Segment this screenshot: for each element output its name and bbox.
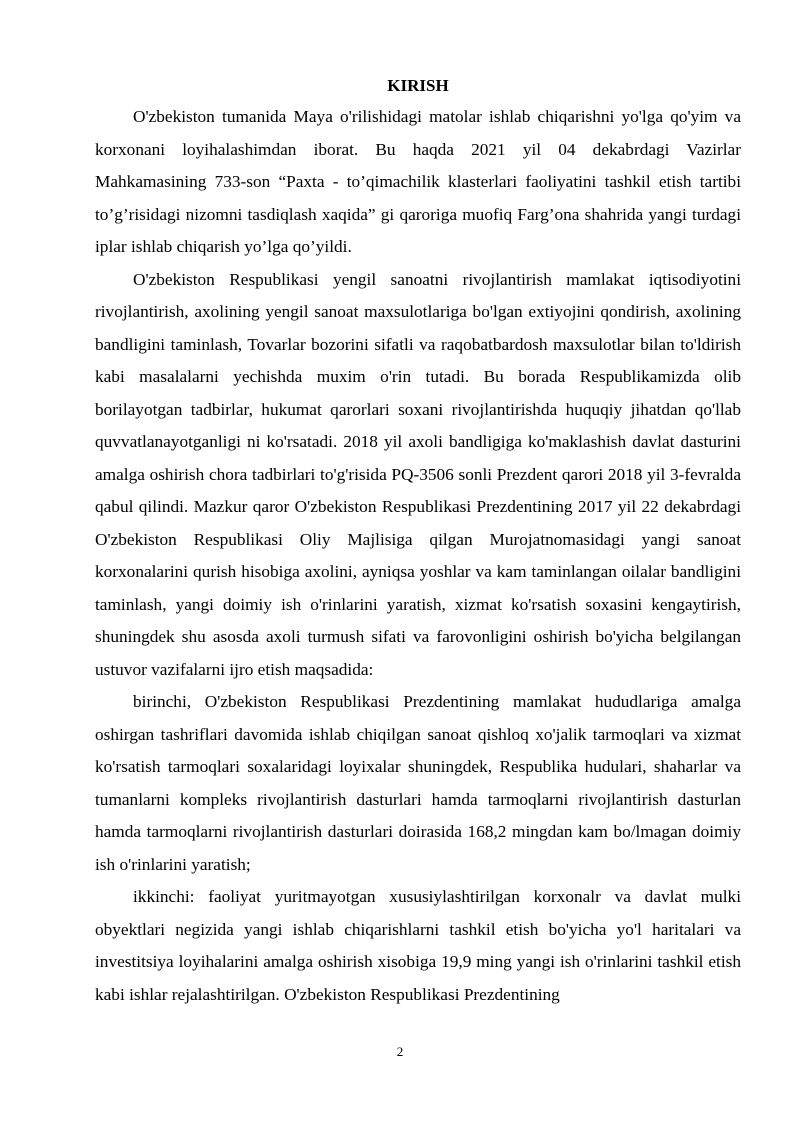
paragraph-second-task: ikkinchi: faoliyat yuritmayotgan xususiylashtirilgan korxonalr va davlat mulki obyektlari negizida yangi ishlab chiqarishlarni tashkil etish bo'yicha yo'l haritalari va investitsiya loyihalarini amalga oshirish xisobiga 19,9 ming yangi ish o'rinlarini tashkil etish kabi ishlar rejalashtirilgan. O'zbekiston Respublikasi Prezdentining xyxy=(95,887,741,1004)
section-title: KIRISH xyxy=(387,76,449,95)
paragraph-light-industry: O'zbekiston Respublikasi yengil sanoatni rivojlantirish mamlakat iqtisodiyotini rivojlantirish, axolining yengil sanoat maxsulotlariga bo'lgan extiyojini qondirish, axolining bandligini taminlash, Tovarlar bozorini sifatli va raqobatbardosh maxsulotlar bilan to'ldirish kabi masalalarni yechishda muxim o'rin tutadi. Bu borada Respublikamizda olib borilayotgan tadbirlar, hukumat qarorlari soxani rivojlantirishda huquqiy jihatdan qo'llab quvvatlanayotganligi ni ko'rsatadi. 2018 yil axoli bandligiga ko'maklashish davlat dasturini amalga oshirish chora tadbirlari to'g'risida PQ-3506 sonli Prezdent qarori 2018 yil 3-fevralda qabul qilindi. Mazkur qaror O'zbekiston Respublikasi Prezdentining 2017 yil 22 dekabrdagi O'zbekiston Respublikasi Oliy Majlisiga qilgan Murojatnomasidagi yangi sanoat korxonalarini qurish hisobiga axolini, ayniqsa yoshlar va kam taminlangan oilalar bandligini taminlash, yangi doimiy ish o'rinlarini yaratish, xizmat ko'rsatish soxasini kengaytirish, shuningdek shu asosda axoli turmush sifati va farovonligini oshirish bo'yicha belgilangan ustuvor vazifalarni ijro etish maqsadida: xyxy=(95,269,741,679)
paragraph-intro: O'zbekiston tumanida Maya o'rilishidagi matolar ishlab chiqarishni yo'lga qo'yim va korxonani loyihalashimdan iborat. Bu haqda 2021 yil 04 dekabrdagi Vazirlar Mahkamasining 733-son “Paxta - to’qimachilik klasterlari faoliyatini tashkil etish tartibi to’g’risidagi nizomni tasdiqlash xaqida” gi qaroriga muofiq Farg’ona shahrida yangi turdagi iplar ishlab chiqarish yo’lga qo’yildi. xyxy=(95,107,741,256)
document-page xyxy=(95,71,741,1011)
paragraph-first-task: birinchi, O'zbekiston Respublikasi Prezdentining mamlakat hududlariga amalga oshirgan tashriflari davomida ishlab chiqilgan sanoat qishloq xo'jalik tarmoqlari va xizmat ko'rsatish tarmoqlari soxalaridagi loyixalar shuningdek, Respublika hudulari, shaharlar va tumanlarni kompleks rivojlantirish dasturlari hamda tarmoqlarni rivojlantirish dasturlan hamda tarmoqlarni rivojlantirish dasturlari doirasida 168,2 mingdan kam bo/lmagan doimiy ish o'rinlarini yaratish; xyxy=(95,692,741,874)
page-number: 2 xyxy=(396,1044,404,1059)
